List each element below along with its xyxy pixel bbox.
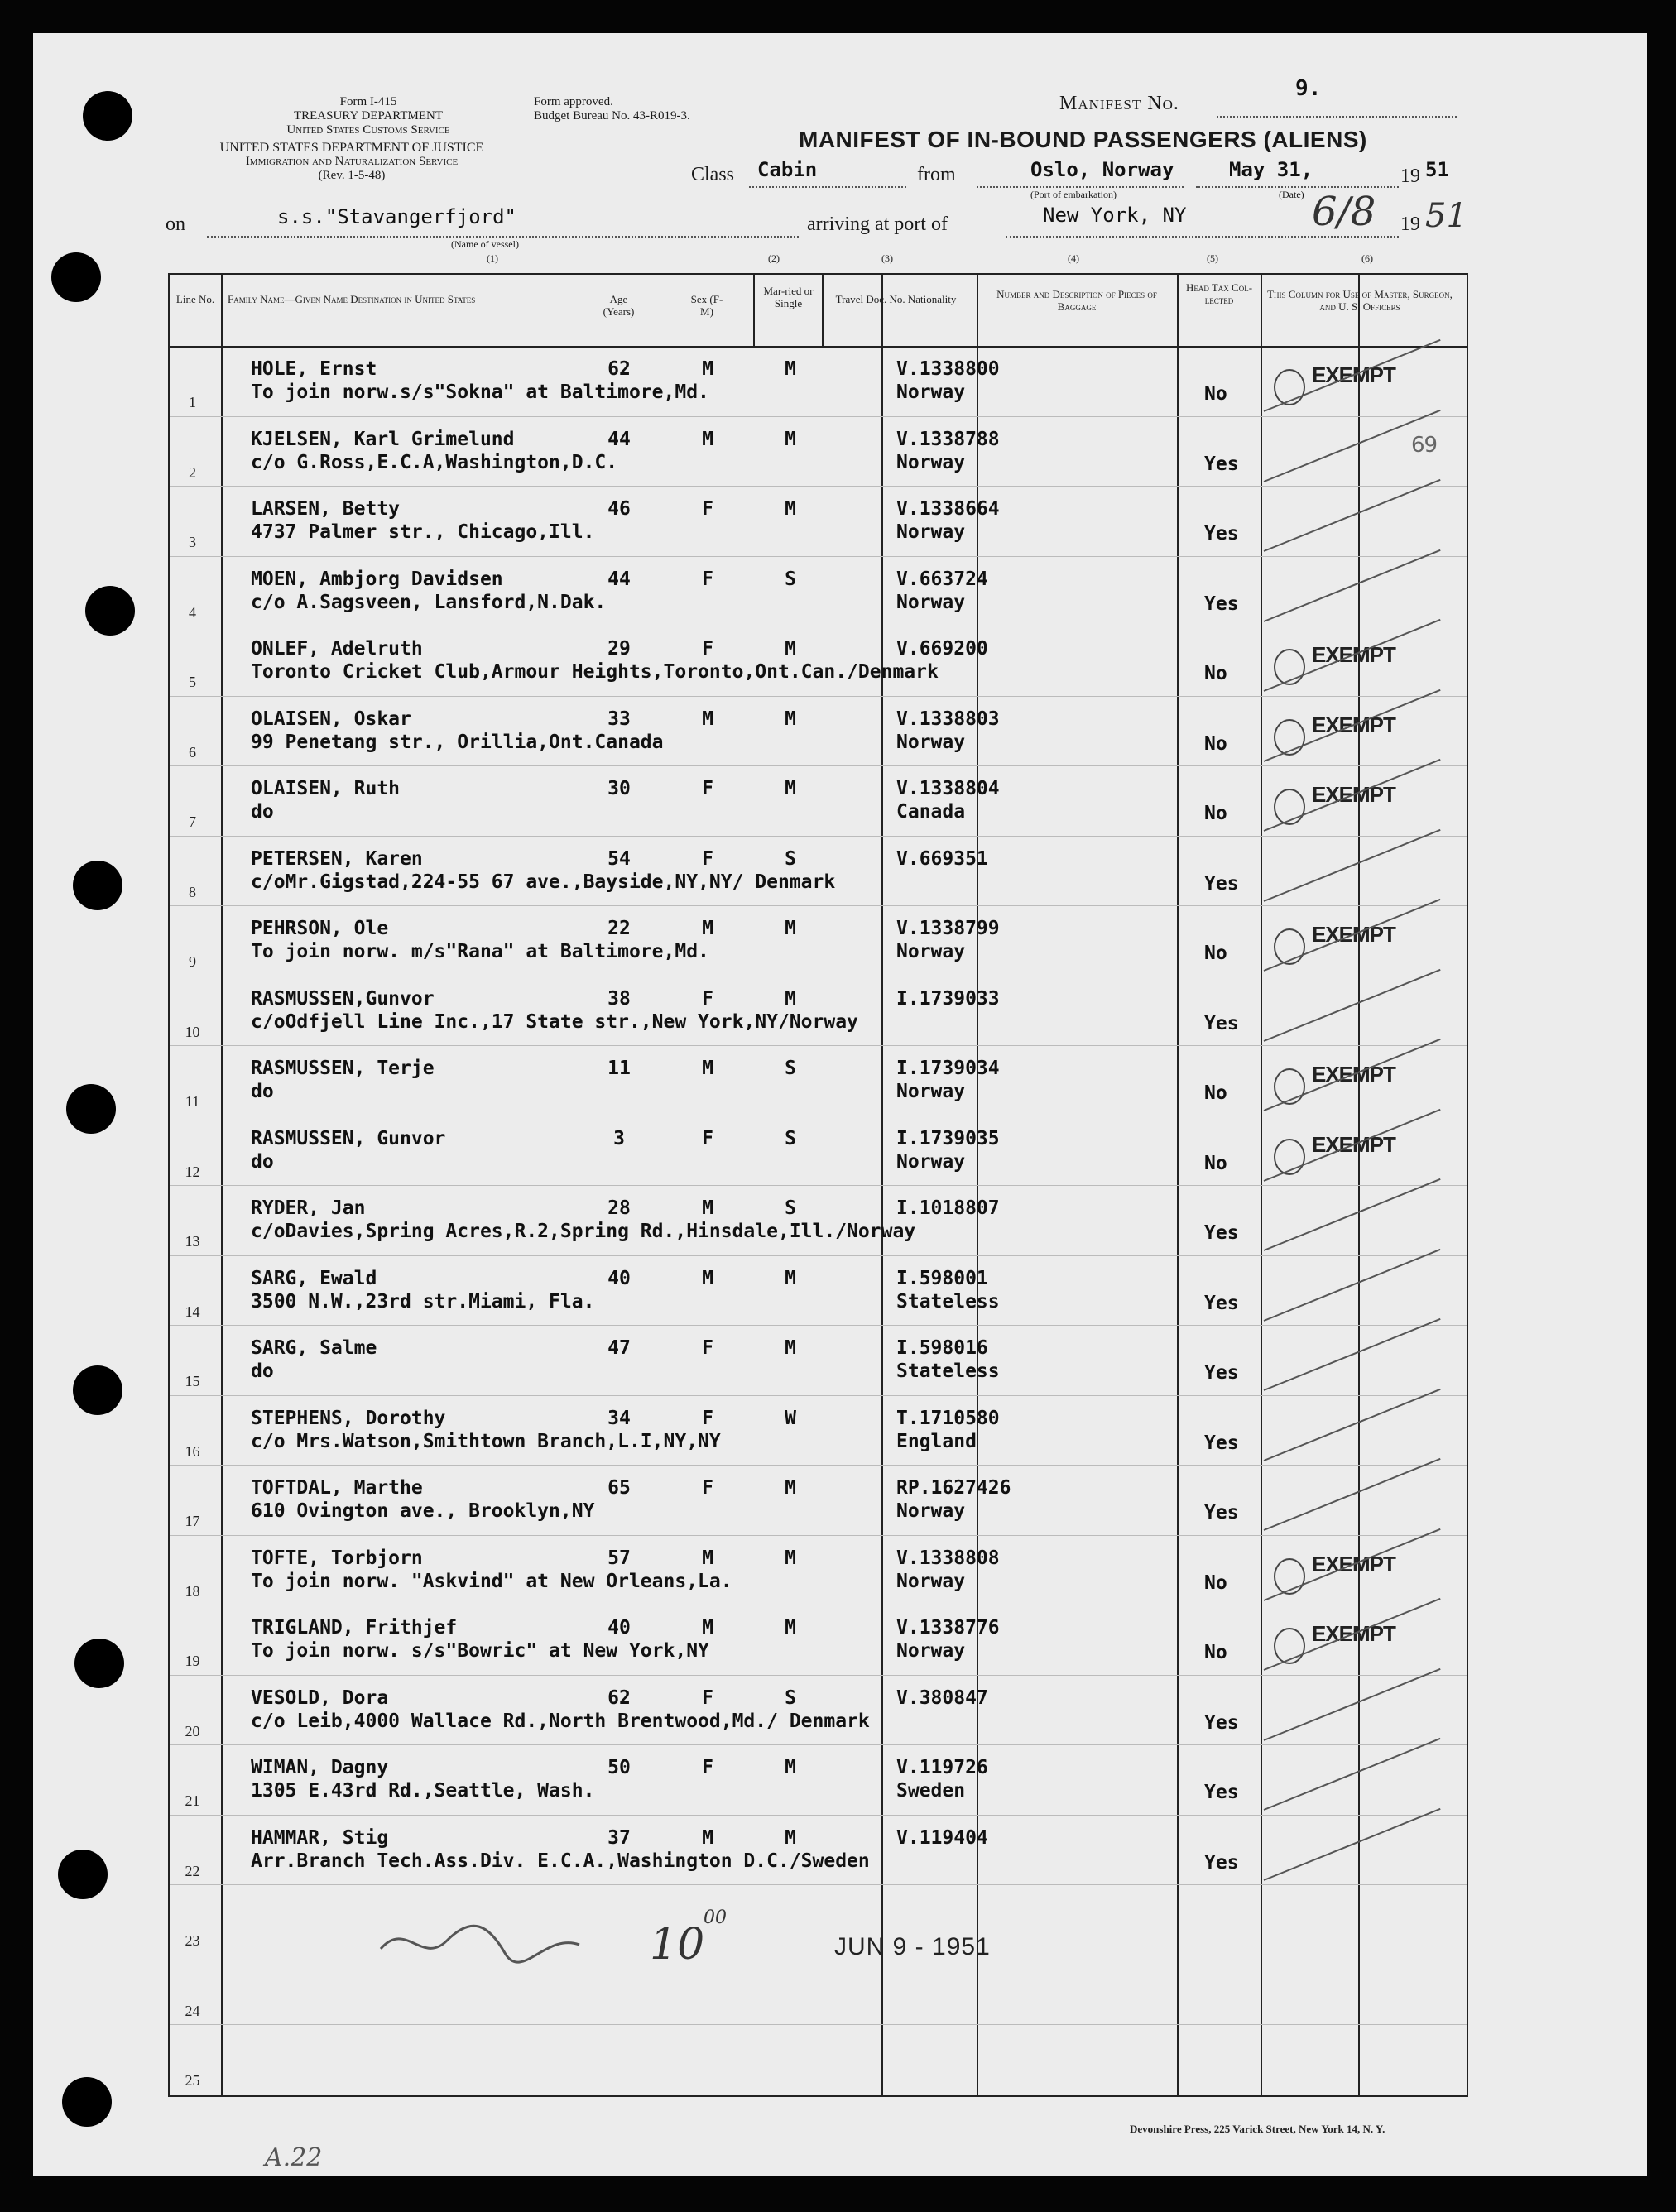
head-tax-collected: No — [1204, 1642, 1227, 1663]
line-number: 17 — [185, 1513, 200, 1529]
from-label: from — [917, 164, 956, 185]
marital-status: M — [785, 498, 796, 520]
officer-stamp: EXEMPT — [1312, 642, 1395, 667]
marital-status: M — [785, 638, 796, 660]
head-tax-collected: Yes — [1204, 523, 1239, 545]
vessel-name: s.s."Stavangerfjord" — [277, 205, 516, 228]
officer-stamp: EXEMPT — [1312, 1551, 1395, 1576]
passenger-age: 33 — [607, 708, 631, 730]
line-number: 9 — [189, 953, 196, 970]
marital-status: M — [785, 987, 796, 1010]
nationality: Norway — [896, 731, 966, 753]
passenger-age: 46 — [607, 498, 631, 520]
binder-hole — [51, 252, 101, 302]
arrival-date-handwritten: 6/8 — [1312, 189, 1376, 235]
nationality: Norway — [896, 1500, 966, 1522]
head-tax-collected: Yes — [1204, 593, 1239, 615]
passenger-name: WIMAN, Dagny — [251, 1757, 389, 1778]
passenger-name: TOFTE, Torbjorn — [251, 1547, 423, 1569]
marital-status: M — [785, 918, 796, 939]
line-number: 23 — [185, 1932, 200, 1949]
line-number: 1 — [189, 394, 196, 410]
nationality: Norway — [896, 941, 966, 962]
passenger-destination: c/oMr.Gigstad,224-55 67 ave.,Bayside,NY,NY/ Denmark — [251, 871, 836, 893]
passenger-destination: To join norw. s/s"Bowric" at New York,NY — [251, 1640, 709, 1662]
passenger-age: 38 — [607, 987, 631, 1010]
on-label: on — [166, 214, 185, 235]
passenger-age: 11 — [607, 1058, 631, 1079]
marital-status: M — [785, 1267, 796, 1289]
marital-status: M — [785, 358, 796, 380]
passenger-sex: F — [702, 1407, 713, 1429]
head-tax-collected: Yes — [1204, 1502, 1239, 1523]
travel-doc-number: T.1710580 — [896, 1407, 1000, 1429]
line-number: 19 — [185, 1653, 200, 1669]
col-num-2: (2) — [768, 252, 780, 264]
bottom-left-note: A.22 — [265, 2143, 323, 2172]
passenger-destination: To join norw.s/s"Sokna" at Baltimore,Md. — [251, 381, 709, 403]
passenger-destination: c/oOdfjell Line Inc.,17 State str.,New York,NY/Norway — [251, 1010, 858, 1033]
col-num-3: (3) — [881, 252, 893, 264]
check-slash-mark — [1264, 1738, 1441, 1811]
head-tax-collected: Yes — [1204, 1432, 1239, 1454]
passenger-sex: M — [702, 1267, 713, 1289]
line-number: 11 — [185, 1093, 200, 1110]
line-number: 10 — [185, 1023, 200, 1040]
travel-doc-number: V.1338803 — [896, 708, 1000, 730]
handwritten-10: 10 — [650, 1920, 705, 1970]
travel-doc-number: I.1739035 — [896, 1127, 1000, 1149]
travel-doc-number: I.598001 — [896, 1267, 988, 1289]
nationality: Norway — [896, 381, 966, 403]
line-number: 3 — [189, 534, 196, 550]
marital-status: M — [785, 778, 796, 799]
passenger-table — [168, 273, 1468, 2097]
passenger-destination: 1305 E.43rd Rd.,Seattle, Wash. — [251, 1780, 595, 1802]
passenger-age: 54 — [607, 847, 631, 870]
line-number: 14 — [185, 1303, 200, 1320]
date-stamp: JUN 9 - 1951 — [834, 1933, 991, 1960]
marital-status: M — [785, 1337, 796, 1359]
passenger-age: 29 — [607, 638, 631, 660]
col-header-line-no: Line No. — [175, 293, 215, 305]
arrival-year-prefix: 19 — [1400, 214, 1420, 235]
embarkation-caption: (Port of embarkation) — [1030, 189, 1117, 200]
passenger-name: KJELSEN, Karl Grimelund — [251, 428, 515, 450]
passenger-age: 44 — [607, 568, 631, 590]
nationality: Norway — [896, 1081, 966, 1102]
passenger-name: MOEN, Ambjorg Davidsen — [251, 568, 503, 590]
from-value: Oslo, Norway — [1030, 158, 1174, 181]
officer-stamp: EXEMPT — [1312, 1621, 1395, 1646]
binder-hole — [66, 1084, 116, 1134]
passenger-sex: M — [702, 708, 713, 730]
ins-title: Immigration and Naturalization Service — [245, 155, 459, 168]
arriving-label: arriving at port of — [807, 214, 948, 235]
travel-doc-number: V.663724 — [896, 568, 988, 590]
manifest-no-value: 9. — [1295, 76, 1322, 101]
nationality: Canada — [896, 801, 966, 823]
passenger-sex: F — [702, 498, 713, 520]
signature-scribble — [372, 1916, 588, 1974]
passenger-name: SARG, Salme — [251, 1337, 377, 1359]
passenger-destination: do — [251, 1360, 274, 1382]
marital-status: M — [785, 708, 796, 730]
budget-bureau: Budget Bureau No. 43-R019-3. — [534, 109, 690, 122]
officer-stamp: EXEMPT — [1312, 1131, 1395, 1157]
passenger-name: SARG, Ewald — [251, 1267, 377, 1289]
binder-hole — [85, 586, 135, 636]
passenger-sex: F — [702, 847, 713, 870]
passenger-name: OLAISEN, Ruth — [251, 778, 401, 799]
doj-title: UNITED STATES DEPARTMENT OF JUSTICE — [219, 141, 484, 155]
approval-block — [534, 95, 690, 123]
check-slash-mark — [1264, 1178, 1441, 1251]
marital-status: W — [785, 1407, 796, 1429]
passenger-name: PEHRSON, Ole — [251, 918, 389, 939]
handwritten-00: 00 — [704, 1907, 727, 1928]
passenger-destination: c/o G.Ross,E.C.A,Washington,D.C. — [251, 451, 618, 473]
passenger-name: RYDER, Jan — [251, 1197, 366, 1219]
customs-service: United States Customs Service — [286, 123, 450, 137]
form-header — [273, 95, 463, 137]
nationality: Norway — [896, 521, 966, 543]
officer-stamp: EXEMPT — [1312, 712, 1395, 737]
head-tax-collected: No — [1204, 1082, 1227, 1104]
line-number: 16 — [185, 1442, 200, 1460]
check-slash-mark — [1264, 1807, 1441, 1880]
col-header-sex: Sex (F-M) — [690, 293, 723, 318]
col-num-5: (5) — [1207, 252, 1218, 264]
col-header-officers: This Column for Use of Master, Surgeon, and U. S. Officers — [1267, 288, 1453, 313]
binder-hole — [73, 1365, 122, 1415]
passenger-sex: F — [702, 1687, 713, 1709]
officer-stamp: EXEMPT — [1312, 362, 1395, 387]
travel-doc-number: V.1338776 — [896, 1617, 1000, 1639]
passenger-sex: M — [702, 1617, 713, 1639]
col-header-head-tax: Head Tax Col-lected — [1185, 281, 1253, 306]
passenger-destination: c/oDavies,Spring Acres,R.2,Spring Rd.,Hinsdale,Ill./Norway — [251, 1221, 916, 1242]
doj-block — [166, 141, 538, 183]
head-tax-collected: No — [1204, 943, 1227, 964]
travel-doc-number: I.1739033 — [896, 987, 1000, 1010]
binder-hole — [74, 1639, 124, 1688]
head-tax-collected: No — [1204, 663, 1227, 684]
check-slash-mark — [1264, 1667, 1441, 1740]
passenger-name: RASMUSSEN, Gunvor — [251, 1127, 446, 1149]
check-slash-mark — [1264, 1318, 1441, 1391]
marital-status: S — [785, 1058, 796, 1079]
passenger-name: TRIGLAND, Frithjef — [251, 1617, 458, 1639]
passenger-destination: 3500 N.W.,23rd str.Miami, Fla. — [251, 1290, 595, 1312]
travel-doc-number: I.598016 — [896, 1337, 988, 1359]
nationality: Sweden — [896, 1780, 966, 1802]
col-num-1: (1) — [487, 252, 498, 264]
passenger-name: VESOLD, Dora — [251, 1687, 389, 1709]
passenger-age: 22 — [607, 918, 631, 939]
marital-status: S — [785, 1687, 796, 1709]
check-slash-mark — [1264, 479, 1441, 552]
officer-stamp: EXEMPT — [1312, 1062, 1395, 1087]
nationality: Norway — [896, 1640, 966, 1662]
travel-doc-number: V.1338788 — [896, 428, 1000, 450]
head-tax-collected: No — [1204, 383, 1227, 405]
passenger-sex: M — [702, 1197, 713, 1219]
check-slash-mark — [1264, 549, 1441, 621]
passenger-sex: F — [702, 987, 713, 1010]
line-number: 22 — [185, 1862, 200, 1879]
col-num-6: (6) — [1361, 252, 1373, 264]
line-number: 6 — [189, 743, 196, 761]
passenger-destination: do — [251, 1150, 274, 1173]
passenger-name: LARSEN, Betty — [251, 498, 401, 520]
line-number: 20 — [185, 1722, 200, 1739]
passenger-age: 34 — [607, 1407, 631, 1429]
departure-date: May 31, — [1229, 158, 1313, 181]
line-number: 4 — [189, 603, 196, 621]
col-header-age: Age (Years) — [603, 293, 635, 318]
head-tax-collected: No — [1204, 732, 1227, 755]
year-prefix: 19 — [1400, 166, 1420, 187]
passenger-age: 28 — [607, 1197, 631, 1219]
passenger-name: STEPHENS, Dorothy — [251, 1407, 446, 1429]
year-value: 51 — [1425, 158, 1449, 181]
passenger-name: RASMUSSEN, Terje — [251, 1058, 435, 1079]
marital-status: M — [785, 1617, 796, 1639]
col-header-baggage: Number and Description of Pieces of Baggage — [996, 288, 1157, 313]
officer-stamp: 69 — [1411, 432, 1438, 458]
passenger-destination: To join norw. m/s"Rana" at Baltimore,Md. — [251, 941, 709, 962]
line-number: 2 — [189, 463, 196, 481]
check-slash-mark — [1264, 1388, 1441, 1461]
nationality: Stateless — [896, 1290, 1000, 1312]
head-tax-collected: Yes — [1204, 1222, 1239, 1244]
passenger-destination: c/o A.Sagsveen, Lansford,N.Dak. — [251, 591, 607, 613]
passenger-sex: F — [702, 568, 713, 590]
passenger-age: 44 — [607, 428, 631, 450]
line-number: 8 — [189, 883, 196, 900]
passenger-age: 65 — [607, 1477, 631, 1499]
line-number: 15 — [185, 1373, 200, 1389]
travel-doc-number: V.669200 — [896, 638, 988, 660]
check-slash-mark — [1264, 968, 1441, 1041]
marital-status: S — [785, 1197, 796, 1219]
treasury-dept: TREASURY DEPARTMENT — [293, 109, 444, 122]
marital-status: S — [785, 1127, 796, 1149]
travel-doc-number: RP.1627426 — [896, 1477, 1011, 1499]
head-tax-collected: No — [1204, 1571, 1227, 1594]
binder-hole — [83, 91, 132, 141]
marital-status: M — [785, 1547, 796, 1569]
travel-doc-number: I.1018807 — [896, 1197, 1000, 1219]
passenger-sex: M — [702, 1826, 713, 1849]
head-tax-collected: Yes — [1204, 1711, 1239, 1734]
passenger-age: 37 — [607, 1826, 631, 1849]
head-tax-collected: Yes — [1204, 1782, 1239, 1803]
check-slash-mark — [1264, 828, 1441, 901]
binder-hole — [58, 1850, 108, 1899]
form-approved: Form approved. — [534, 95, 613, 108]
travel-doc-number: V.1338799 — [896, 918, 1000, 939]
travel-doc-number: V.1338808 — [896, 1547, 1000, 1569]
travel-doc-number: V.1338804 — [896, 778, 1000, 799]
head-tax-collected: Yes — [1204, 1292, 1239, 1314]
date-caption: (Date) — [1279, 189, 1304, 200]
marital-status: M — [785, 428, 796, 450]
passenger-destination: 610 Ovington ave., Brooklyn,NY — [251, 1500, 595, 1522]
travel-doc-number: V.380847 — [896, 1687, 988, 1709]
marital-status: M — [785, 1477, 796, 1499]
col-header-name: Family Name—Given Name Destination in United States — [228, 293, 476, 305]
passenger-name: PETERSEN, Karen — [251, 847, 423, 870]
travel-doc-number: V.669351 — [896, 847, 988, 870]
officer-stamp: EXEMPT — [1312, 782, 1395, 807]
marital-status: M — [785, 1826, 796, 1849]
passenger-sex: M — [702, 918, 713, 939]
passenger-age: 30 — [607, 778, 631, 799]
travel-doc-number: V.119404 — [896, 1826, 988, 1849]
passenger-destination: 99 Penetang str., Orillia,Ont.Canada — [251, 731, 664, 753]
travel-doc-number: V.1338664 — [896, 498, 1000, 520]
passenger-age: 47 — [607, 1337, 631, 1359]
head-tax-collected: No — [1204, 803, 1227, 824]
travel-doc-number: V.1338800 — [896, 358, 1000, 380]
travel-doc-number: V.119726 — [896, 1757, 988, 1778]
col-header-married: Mar-ried or Single — [763, 285, 814, 309]
passenger-destination: Arr.Branch Tech.Ass.Div. E.C.A.,Washington D.C./Sweden — [251, 1850, 870, 1872]
passenger-age: 3 — [613, 1127, 625, 1149]
passenger-name: RASMUSSEN,Gunvor — [251, 987, 435, 1010]
marital-status: S — [785, 847, 796, 870]
line-number: 18 — [185, 1582, 200, 1600]
check-slash-mark — [1264, 1248, 1441, 1321]
head-tax-collected: Yes — [1204, 872, 1239, 895]
vessel-caption: (Name of vessel) — [451, 238, 519, 250]
handwritten-signature — [372, 1916, 588, 1983]
line-number: 5 — [189, 674, 196, 690]
class-value: Cabin — [757, 158, 818, 181]
printer-imprint: Devonshire Press, 225 Varick Street, New York 14, N. Y. — [1130, 2123, 1385, 2135]
class-label: Class — [691, 164, 735, 185]
passenger-destination: do — [251, 801, 274, 823]
rev-date: (Rev. 1-5-48) — [318, 169, 386, 182]
passenger-name: HAMMAR, Stig — [251, 1826, 389, 1849]
passenger-sex: F — [702, 1127, 713, 1149]
arrival-year-handwritten: 51 — [1425, 197, 1467, 235]
line-number: 24 — [185, 2002, 200, 2019]
passenger-destination: c/o Mrs.Watson,Smithtown Branch,L.I,NY,NY — [251, 1430, 721, 1452]
arrival-port: New York, NY — [1043, 204, 1187, 227]
binder-hole — [73, 861, 122, 910]
line-number: 21 — [185, 1792, 200, 1809]
passenger-sex: F — [702, 638, 713, 660]
binder-hole — [62, 2077, 112, 2127]
passenger-sex: M — [702, 428, 713, 450]
passenger-age: 40 — [607, 1267, 631, 1289]
passenger-sex: F — [702, 1337, 713, 1359]
nationality: Stateless — [896, 1360, 1000, 1382]
head-tax-collected: Yes — [1204, 1012, 1239, 1034]
check-slash-mark — [1264, 1458, 1441, 1531]
nationality: Norway — [896, 1150, 966, 1173]
nationality: Norway — [896, 591, 966, 613]
passenger-name: OLAISEN, Oskar — [251, 708, 411, 730]
passenger-sex: M — [702, 1058, 713, 1079]
passenger-age: 62 — [607, 358, 631, 380]
col-header-travel-doc: Travel Doc. No. Nationality — [835, 293, 957, 305]
manifest-title: MANIFEST OF IN-BOUND PASSENGERS (ALIENS) — [799, 127, 1367, 152]
passenger-destination: c/o Leib,4000 Wallace Rd.,North Brentwood,Md./ Denmark — [251, 1710, 870, 1732]
passenger-name: HOLE, Ernst — [251, 358, 377, 380]
passenger-sex: M — [702, 358, 713, 380]
line-number: 7 — [189, 813, 196, 830]
officer-stamp: EXEMPT — [1312, 922, 1395, 947]
passenger-age: 40 — [607, 1617, 631, 1639]
passenger-destination: do — [251, 1081, 274, 1102]
passenger-destination: Toronto Cricket Club,Armour Heights,Toronto,Ont.Can./Denmark — [251, 661, 939, 683]
head-tax-collected: Yes — [1204, 453, 1239, 475]
nationality: Norway — [896, 451, 966, 473]
line-number: 25 — [185, 2072, 200, 2089]
passenger-age: 57 — [607, 1547, 631, 1569]
passenger-sex: M — [702, 1547, 713, 1569]
passenger-age: 62 — [607, 1687, 631, 1709]
col-num-4: (4) — [1068, 252, 1079, 264]
head-tax-collected: No — [1204, 1152, 1227, 1174]
nationality: England — [896, 1430, 977, 1452]
passenger-sex: F — [702, 1477, 713, 1499]
line-number: 12 — [185, 1163, 200, 1180]
travel-doc-number: I.1739034 — [896, 1058, 1000, 1079]
marital-status: M — [785, 1757, 796, 1778]
head-tax-collected: Yes — [1204, 1362, 1239, 1384]
manifest-no-label: Manifest No. — [1059, 93, 1179, 114]
form-number: Form I-415 — [339, 95, 397, 108]
nationality: Norway — [896, 1570, 966, 1592]
passenger-age: 50 — [607, 1757, 631, 1778]
passenger-name: ONLEF, Adelruth — [251, 638, 423, 660]
passenger-sex: F — [702, 778, 713, 799]
marital-status: S — [785, 568, 796, 590]
passenger-destination: 4737 Palmer str., Chicago,Ill. — [251, 521, 595, 543]
passenger-destination: To join norw. "Askvind" at New Orleans,La. — [251, 1570, 732, 1592]
line-number: 13 — [185, 1233, 200, 1250]
head-tax-collected: Yes — [1204, 1851, 1239, 1874]
passenger-sex: F — [702, 1757, 713, 1778]
passenger-name: TOFTDAL, Marthe — [251, 1477, 423, 1499]
